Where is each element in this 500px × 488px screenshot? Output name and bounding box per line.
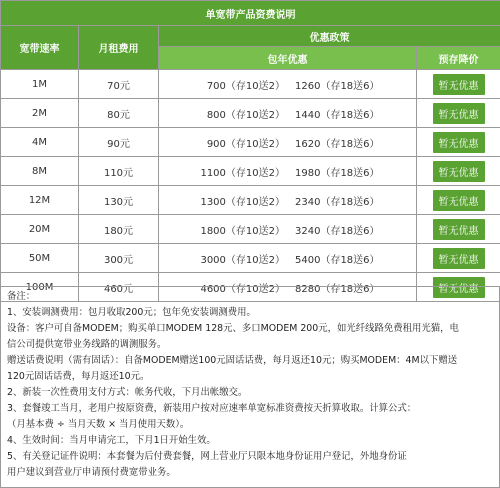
note-line: 信公司提供宽带业务线路的调测服务。 (7, 339, 167, 350)
cell-annual-package (159, 186, 417, 215)
promo-option-a: 1100（存10送2） (200, 167, 285, 179)
promo-option-a: 4600（存10送2） (200, 283, 285, 295)
cell-speed: 1M (1, 70, 79, 99)
cell-prepay (417, 186, 500, 215)
cell-fee: 70元 (79, 70, 159, 99)
prepay-badge: 暂无优惠 (433, 132, 485, 153)
promo-option-a: 700（存10送2） (206, 80, 285, 92)
header-monthly-fee: 月租费用 (79, 26, 159, 70)
cell-annual-package (159, 128, 417, 157)
header-promo-policy: 优惠政策 (159, 26, 500, 47)
promo-option-b: 1620（存18送6） (295, 138, 380, 150)
promo-option-b: 1440（存18送6） (295, 109, 380, 121)
table-body (1, 70, 500, 302)
cell-prepay (417, 128, 500, 157)
header-prepay-discount: 预存降价 (417, 47, 500, 70)
cell-annual-package (159, 215, 417, 244)
promo-option-a: 900（存10送2） (206, 138, 285, 150)
table-title: 单宽带产品资费说明 (1, 1, 500, 26)
cell-speed: 8M (1, 157, 79, 186)
table-row (1, 215, 500, 244)
prepay-badge: 暂无优惠 (433, 74, 485, 95)
promo-option-b: 5400（存18送6） (295, 254, 380, 266)
prepay-badge: 暂无优惠 (433, 161, 485, 182)
promo-option-b: 8280（存18送6） (295, 283, 380, 295)
note-line: 3、套餐竣工当月，老用户按原资费，新装用户按对应速率单宽标准资费按天折算收取。计算公式： (7, 403, 417, 414)
promo-option-b: 1260（存18送6） (295, 80, 380, 92)
table-row (1, 157, 500, 186)
prepay-badge: 暂无优惠 (433, 248, 485, 269)
cell-speed: 100M (1, 273, 79, 302)
note-line: 2、新装一次性费用支付方式：帐务代收，下月出帐缴交。 (7, 387, 248, 398)
note-line: （月基本费 ÷ 当月天数 × 当月使用天数）。 (7, 419, 190, 430)
promo-option-b: 2340（存18送6） (295, 196, 380, 208)
note-line: 用户建议到营业厅申请预付费宽带业务。 (7, 467, 176, 478)
note-line: 4、生效时间：当月申请完工，下月1日开始生效。 (7, 435, 216, 446)
prepay-badge: 暂无优惠 (433, 219, 485, 240)
cell-fee: 80元 (79, 99, 159, 128)
cell-speed: 2M (1, 99, 79, 128)
promo-option-a: 3000（存10送2） (200, 254, 285, 266)
cell-prepay (417, 215, 500, 244)
cell-fee: 300元 (79, 244, 159, 273)
cell-fee: 110元 (79, 157, 159, 186)
cell-annual-package (159, 244, 417, 273)
note-line: 赠送话费说明（需有固话）：自备MODEM赠送100元固话话费，每月返还10元；购买MODEM：4M以下赠送 (7, 355, 458, 366)
table-row (1, 244, 500, 273)
cell-annual-package (159, 99, 417, 128)
note-line: 120元固话话费，每月返还10元。 (7, 371, 150, 382)
table-row (1, 186, 500, 215)
cell-speed: 50M (1, 244, 79, 273)
cell-speed: 12M (1, 186, 79, 215)
notes-heading: 备注： (7, 291, 36, 302)
cell-fee: 130元 (79, 186, 159, 215)
table-row (1, 99, 500, 128)
cell-prepay (417, 99, 500, 128)
header-annual-package: 包年优惠 (159, 47, 417, 70)
table-row (1, 70, 500, 99)
cell-fee: 180元 (79, 215, 159, 244)
cell-fee: 460元 (79, 273, 159, 302)
note-line: 1、安装调测费用：包月收取200元；包年免安装调测费用。 (7, 307, 256, 318)
cell-annual-package (159, 157, 417, 186)
promo-option-a: 800（存10送2） (206, 109, 285, 121)
promo-option-b: 1980（存18送6） (295, 167, 380, 179)
note-line: 5、有关登记证件说明：本套餐为后付费套餐，网上营业厅只限本地身份证用户登记，外地身份证 (7, 451, 407, 462)
prepay-badge: 暂无优惠 (433, 103, 485, 124)
prepay-badge: 暂无优惠 (433, 190, 485, 211)
note-line: 设备：客户可自备MODEM；购买单口MODEM 128元、多口MODEM 200元，如光纤线路免费租用光猫，电 (7, 323, 459, 334)
prepay-badge: 暂无优惠 (433, 277, 485, 298)
promo-option-b: 3240（存18送6） (295, 225, 380, 237)
cell-speed: 20M (1, 215, 79, 244)
header-speed: 宽带速率 (1, 26, 79, 70)
promo-option-a: 1300（存10送2） (200, 196, 285, 208)
cell-prepay (417, 244, 500, 273)
cell-prepay (417, 70, 500, 99)
cell-annual-package (159, 70, 417, 99)
cell-prepay (417, 157, 500, 186)
cell-speed: 4M (1, 128, 79, 157)
table-row (1, 128, 500, 157)
notes-section (0, 286, 500, 488)
promo-option-a: 1800（存10送2） (200, 225, 285, 237)
cell-fee: 90元 (79, 128, 159, 157)
